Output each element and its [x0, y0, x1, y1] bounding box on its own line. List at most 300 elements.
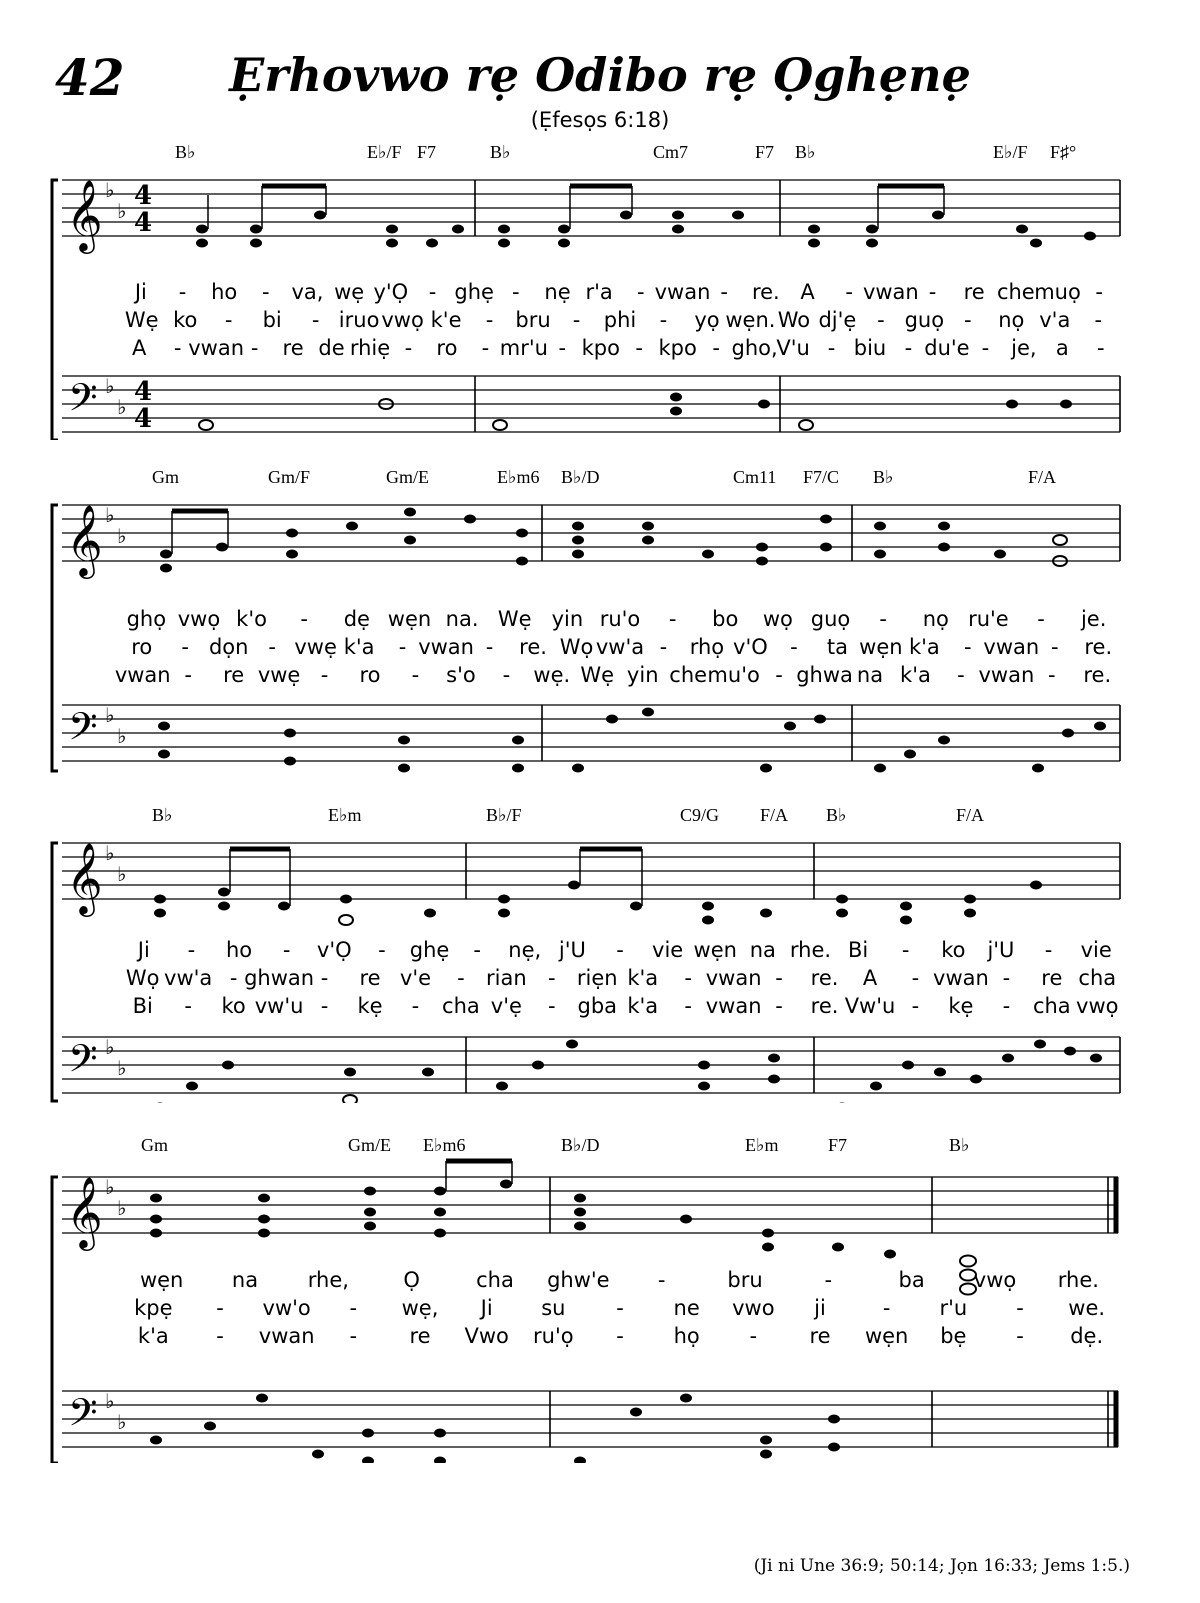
flat-icon: ♭ — [105, 1175, 115, 1199]
lyric-hyphen: - — [749, 1324, 758, 1348]
lyric-hyphen: - — [824, 1268, 833, 1292]
song-title: Ẹrhovwo rẹ Odibo rẹ Ọghẹnẹ — [229, 48, 971, 102]
lyric-syllable: na — [856, 663, 884, 687]
lyric-syllable: na — [749, 938, 776, 962]
lyric-syllable: yin — [626, 663, 659, 687]
lyric-syllable: cha — [1078, 966, 1117, 990]
lyric-syllable: V'u — [776, 336, 810, 360]
lyric-hyphen: - — [1016, 1296, 1024, 1320]
lyric-line-verse-1 — [120, 607, 1120, 633]
lyric-syllable: j'U — [987, 938, 1015, 962]
lyric-syllable: Wẹ — [124, 308, 159, 332]
lyric-hyphen: - — [411, 994, 420, 1018]
lyric-syllable: rhe. — [789, 938, 832, 962]
lyric-syllable: A — [862, 966, 878, 990]
lyric-hyphen: - — [320, 994, 329, 1018]
lyric-hyphen: - — [684, 966, 692, 990]
lyric-syllable: vwọ — [973, 1268, 1017, 1292]
lyric-hyphen: - — [398, 635, 407, 659]
lyric-syllable: nọ — [922, 607, 949, 631]
lyric-syllable: de — [318, 336, 345, 360]
bass-clef-icon: 𝄢 — [68, 704, 98, 758]
lyric-hyphen: - — [684, 994, 692, 1018]
lyric-hyphen: - — [485, 308, 494, 332]
lyric-hyphen: - — [1048, 663, 1056, 687]
lyric-syllable: muọ — [1034, 280, 1081, 304]
lyric-syllable: Ji — [137, 938, 150, 962]
chord-symbol: B♭/F — [486, 805, 522, 825]
lyric-syllable: rhiẹ — [349, 336, 391, 360]
chord-symbol: B♭ — [490, 142, 511, 162]
lyric-syllable: wẹ. — [533, 663, 571, 687]
lyric-line-verse-3 — [114, 663, 1120, 689]
lyric-syllable: vw'u — [254, 994, 304, 1018]
lyric-syllable: bru — [727, 1268, 763, 1292]
lyric-hyphen: - — [659, 308, 668, 332]
lyric-syllable: Ji — [480, 1296, 493, 1320]
lyric-hyphen: - — [216, 1324, 224, 1348]
lyric-syllable: re — [282, 336, 304, 360]
lyric-hyphen: - — [558, 336, 567, 360]
lyric-syllable: riẹn — [576, 966, 618, 990]
lyric-syllable: k'o — [236, 607, 267, 631]
lyric-syllable: cha — [1032, 994, 1071, 1018]
lyric-hyphen: - — [404, 336, 413, 360]
lyric-hyphen: - — [928, 280, 937, 304]
lyric-syllable: wẹ, — [401, 1296, 439, 1320]
lyric-syllable: Wo — [777, 308, 811, 332]
lyric-syllable: nọ — [998, 308, 1025, 332]
lyric-syllable: ko — [173, 308, 198, 332]
lyric-hyphen: - — [485, 635, 494, 659]
lyric-hyphen: - — [845, 280, 853, 304]
lyric-hyphen: - — [282, 938, 291, 962]
chord-symbol: E♭/F — [993, 142, 1028, 162]
flat-icon: ♭ — [117, 1410, 127, 1434]
lyric-syllable: ne — [673, 1296, 700, 1320]
lyric-hyphen: - — [250, 336, 259, 360]
lyric-hyphen: - — [1044, 938, 1053, 962]
lyric-hyphen: - — [1002, 994, 1011, 1018]
chord-symbol: E♭m — [745, 1135, 779, 1155]
lyric-syllable: vwẹ — [294, 635, 337, 659]
lyric-syllable: vwan — [418, 635, 474, 659]
chord-symbol: F/A — [760, 805, 789, 825]
time-signature: 4 — [134, 377, 153, 407]
lyric-syllable: v'a — [1039, 308, 1071, 332]
lyric-hyphen: - — [879, 607, 887, 631]
chord-symbol: B♭ — [949, 1135, 970, 1155]
lyric-syllable: s'o — [446, 663, 476, 687]
flat-icon: ♭ — [117, 395, 127, 419]
lyric-hyphen: - — [1016, 1324, 1024, 1348]
lyric-syllable: mr'u — [499, 336, 548, 360]
lyric-syllable: gho, — [731, 336, 778, 360]
chord-symbol: F7 — [755, 142, 775, 162]
lyric-hyphen: - — [457, 966, 465, 990]
chord-symbol: Gm/F — [268, 467, 311, 487]
lyric-line-verse-1 — [120, 938, 1120, 964]
lyric-syllable: ru'e — [968, 607, 1009, 631]
lyric-syllable: ro — [131, 635, 153, 659]
lyric-hyphen: - — [320, 663, 329, 687]
lyric-hyphen: - — [1002, 966, 1011, 990]
lyric-syllable: guọ — [904, 308, 945, 332]
lyric-syllable: k'a — [900, 663, 931, 687]
lyric-hyphen: - — [616, 1324, 624, 1348]
flat-icon: ♭ — [105, 503, 115, 527]
flat-icon: ♭ — [105, 703, 115, 727]
lyric-syllable: kẹ — [948, 994, 974, 1018]
lyric-syllable: du'e — [924, 336, 970, 360]
lyric-line-verse-3 — [120, 1324, 1120, 1350]
lyric-syllable: vwẹ — [257, 663, 301, 687]
chord-symbol: Cm7 — [653, 142, 689, 162]
chord-symbol: Gm/E — [348, 1135, 391, 1155]
system-2 — [0, 465, 1200, 765]
system-1 — [0, 140, 1200, 440]
lyric-syllable: re — [963, 280, 985, 304]
treble-notes — [154, 849, 1042, 925]
treble-staff — [62, 178, 1120, 254]
lyric-syllable: re. — [751, 280, 780, 304]
lyric-syllable: yin — [551, 607, 584, 631]
lyric-syllable: cha — [442, 994, 480, 1018]
lyric-syllable: ghọ — [126, 607, 167, 631]
lyric-syllable: kẹ — [357, 994, 383, 1018]
lyric-syllable: vwan — [705, 994, 762, 1018]
lyric-hyphen: - — [904, 336, 913, 360]
lyric-hyphen: - — [882, 1296, 891, 1320]
footer-references: (Ji ni Une 36:9; 50:14; Jọn 16:33; Jems 1:5.) — [753, 1556, 1130, 1576]
lyric-syllable: wẹn — [387, 607, 432, 631]
lyric-line-verse-2 — [120, 1296, 1120, 1322]
lyric-syllable: r'u — [939, 1296, 968, 1320]
lyric-hyphen: - — [411, 663, 420, 687]
lyric-hyphen: - — [349, 1324, 358, 1348]
flat-icon: ♭ — [105, 1389, 115, 1413]
lyric-syllable: iruo — [338, 308, 380, 332]
lyric-syllable: ghw'e — [547, 1268, 610, 1292]
lyric-syllable: mu'o — [707, 663, 760, 687]
lyric-syllable: nẹ — [544, 280, 571, 304]
flat-icon: ♭ — [117, 199, 127, 223]
lyric-hyphen: - — [659, 635, 668, 659]
lyric-hyphen: - — [1050, 635, 1059, 659]
flat-icon: ♭ — [105, 374, 115, 398]
chord-symbol: B♭/D — [561, 1135, 600, 1155]
lyric-syllable: rhe, — [307, 1268, 349, 1292]
lyric-syllable: gba — [577, 994, 618, 1018]
lyric-syllable: ro — [436, 336, 458, 360]
system-4 — [0, 1133, 1200, 1463]
lyric-hyphen: - — [311, 308, 320, 332]
scripture-reference: (Ẹfesọs 6:18) — [530, 108, 670, 132]
lyric-syllable: dẹ. — [1070, 1324, 1104, 1348]
lyric-hyphen: - — [187, 938, 196, 962]
lyric-hyphen: - — [572, 308, 581, 332]
lyric-syllable: v'Ọ — [316, 938, 352, 962]
lyric-syllable: vwan — [978, 663, 1035, 687]
lyric-hyphen: - — [775, 966, 783, 990]
lyric-syllable: re — [409, 1324, 431, 1348]
lyric-syllable: v'O — [733, 635, 768, 659]
lyric-syllable: kpo — [581, 336, 620, 360]
song-number: 42 — [55, 48, 125, 107]
chord-symbol: E♭m — [328, 805, 362, 825]
lyric-syllable: vwan — [983, 635, 1040, 659]
lyric-hyphen: - — [775, 994, 783, 1018]
lyric-syllable: phi — [603, 308, 637, 332]
lyric-hyphen: - — [957, 663, 965, 687]
lyric-syllable: ghẹ — [409, 938, 450, 962]
lyric-syllable: we. — [1068, 1296, 1106, 1320]
lyric-syllable: ko — [941, 938, 966, 962]
lyric-hyphen: - — [616, 938, 624, 962]
flat-icon: ♭ — [117, 724, 127, 748]
lyric-syllable: vwọ — [1076, 994, 1119, 1018]
treble-notes — [196, 186, 1096, 248]
flat-icon: ♭ — [117, 524, 127, 548]
lyric-hyphen: - — [964, 635, 972, 659]
lyric-syllable: bẹ — [940, 1324, 967, 1348]
lyric-syllable: bru — [515, 308, 551, 332]
lyric-syllable: họ — [673, 1324, 700, 1348]
chord-symbol: B♭/D — [561, 467, 600, 487]
lyric-syllable: re. — [1083, 663, 1112, 687]
lyric-hyphen: - — [911, 994, 920, 1018]
lyric-hyphen: - — [635, 336, 644, 360]
lyric-syllable: Bi — [132, 994, 153, 1018]
lyric-syllable: je. — [1080, 607, 1107, 631]
lyric-hyphen: - — [181, 635, 189, 659]
lyric-hyphen: - — [224, 308, 233, 332]
lyric-syllable: vwọ — [381, 308, 424, 332]
lyric-syllable: vw'o — [262, 1296, 311, 1320]
lyric-syllable: vwan — [933, 966, 989, 990]
chord-symbol: Gm/E — [386, 467, 429, 487]
lyric-syllable: ji — [814, 1296, 826, 1320]
lyric-syllable: cha — [476, 1268, 514, 1292]
lyric-syllable: bi — [262, 308, 282, 332]
lyric-line-verse-3 — [120, 336, 1120, 362]
lyric-hyphen: - — [481, 336, 490, 360]
lyric-syllable: wẹn — [859, 635, 903, 659]
system-3 — [0, 803, 1200, 1103]
lyric-hyphen: - — [178, 280, 187, 304]
lyric-syllable: ho — [211, 280, 238, 304]
treble-clef-icon: 𝄞 — [66, 841, 103, 914]
bass-staff — [62, 374, 1120, 434]
bass-notes — [199, 393, 1072, 431]
lyric-syllable: vwan — [114, 663, 171, 687]
lyric-hyphen: - — [790, 635, 798, 659]
lyric-hyphen: - — [268, 635, 276, 659]
lyric-hyphen: - — [428, 280, 437, 304]
lyric-syllable: v'ẹ — [490, 994, 522, 1018]
lyric-hyphen: - — [720, 280, 728, 304]
lyric-syllable: ru'ọ — [533, 1324, 574, 1348]
treble-notes — [160, 508, 1067, 573]
lyric-syllable: y'Ọ — [373, 280, 409, 304]
lyric-syllable: A — [800, 280, 815, 304]
bass-clef-icon: 𝄢 — [68, 1036, 98, 1090]
lyric-syllable: vwọ — [177, 607, 221, 631]
chord-symbol: B♭ — [795, 142, 816, 162]
lyric-syllable: yọ — [694, 308, 720, 332]
lyric-hyphen: - — [1095, 280, 1103, 304]
chord-symbol: B♭ — [873, 467, 894, 487]
lyric-hyphen: - — [827, 336, 836, 360]
lyric-line-verse-2 — [120, 308, 1120, 334]
chord-symbol: F7 — [417, 142, 437, 162]
lyric-hyphen: - — [1094, 308, 1103, 332]
lyric-syllable: dj'ẹ — [818, 308, 857, 332]
lyric-hyphen: - — [548, 966, 556, 990]
lyric-syllable: kpẹ — [134, 1296, 173, 1320]
chord-symbol: Gm — [152, 467, 179, 487]
lyric-syllable: ko — [221, 994, 246, 1018]
bass-notes — [150, 1394, 840, 1464]
lyric-syllable: kpo — [658, 336, 697, 360]
lyric-syllable: re. — [519, 635, 547, 659]
treble-clef-icon: 𝄞 — [66, 1175, 103, 1248]
lyric-syllable: re. — [1084, 635, 1113, 659]
lyric-hyphen: - — [378, 938, 386, 962]
flat-icon: ♭ — [105, 841, 115, 865]
chord-symbol: F/A — [956, 805, 985, 825]
lyric-line-verse-1 — [120, 280, 1120, 306]
lyric-syllable: ghẹ — [454, 280, 494, 304]
lyric-hyphen: - — [668, 607, 677, 631]
lyric-syllable: wẹn — [864, 1324, 909, 1348]
chord-symbol: F/A — [1028, 467, 1057, 487]
lyric-hyphen: - — [229, 966, 238, 990]
lyric-syllable: v'e — [399, 966, 432, 990]
bass-clef-icon: 𝄢 — [68, 375, 98, 429]
lyric-syllable: vwan — [188, 336, 245, 360]
lyric-hyphen: - — [657, 1268, 666, 1292]
lyric-syllable: nẹ, — [508, 938, 542, 962]
lyric-syllable: k'a — [627, 994, 659, 1018]
lyric-hyphen: - — [262, 280, 270, 304]
lyric-syllable: Wẹ — [497, 607, 532, 631]
flat-icon: ♭ — [117, 862, 127, 886]
chord-symbol: B♭ — [826, 805, 847, 825]
flat-icon: ♭ — [105, 1035, 115, 1059]
lyric-syllable: k'a — [627, 966, 659, 990]
lyric-hyphen: - — [473, 938, 481, 962]
flat-icon: ♭ — [117, 1196, 127, 1220]
lyric-syllable: r'a — [585, 280, 613, 304]
lyric-hyphen: - — [216, 1296, 224, 1320]
lyric-hyphen: - — [712, 336, 720, 360]
lyric-syllable: vwan — [258, 1324, 315, 1348]
lyric-syllable: k'a — [343, 635, 375, 659]
lyric-syllable: k'a — [908, 635, 940, 659]
lyric-syllable: bo — [712, 607, 739, 631]
treble-clef-icon: 𝄞 — [66, 503, 103, 576]
time-signature: 4 — [134, 208, 153, 238]
chord-symbol: E♭m6 — [423, 1135, 466, 1155]
lyric-syllable: na — [231, 1268, 259, 1292]
flat-icon: ♭ — [117, 1056, 127, 1080]
lyric-syllable: wẹn. — [725, 308, 776, 332]
chord-symbol: B♭ — [152, 805, 173, 825]
lyric-syllable: vw'a — [595, 635, 645, 659]
lyric-hyphen: - — [184, 663, 192, 687]
lyric-syllable: rhọ — [689, 635, 725, 659]
lyric-hyphen: - — [964, 308, 972, 332]
time-signature: 4 — [134, 404, 153, 434]
lyric-syllable: re — [359, 966, 381, 990]
lyric-syllable: dẹ — [343, 607, 370, 631]
lyric-syllable: re — [809, 1324, 831, 1348]
chord-symbol: Cm11 — [733, 467, 777, 487]
lyric-hyphen: - — [637, 280, 645, 304]
lyric-hyphen: - — [349, 1296, 358, 1320]
lyric-syllable: A — [132, 336, 147, 360]
lyric-hyphen: - — [877, 308, 885, 332]
lyric-syllable: na. — [445, 607, 479, 631]
lyric-syllable: dọn — [208, 635, 249, 659]
lyric-syllable: rian — [486, 966, 527, 990]
lyric-hyphen: - — [300, 607, 308, 631]
bass-notes — [158, 708, 1106, 773]
lyric-syllable: ghwan — [244, 966, 315, 990]
lyric-syllable: vwan — [654, 280, 711, 304]
lyric-syllable: ru'o — [599, 607, 641, 631]
lyric-syllable: vwan — [862, 280, 919, 304]
lyric-syllable: vw'a — [164, 966, 213, 990]
lyric-line-verse-2 — [120, 966, 1120, 992]
lyric-syllable: wọ — [762, 607, 793, 631]
lyric-hyphen: - — [1037, 607, 1045, 631]
lyric-syllable: j'U — [558, 938, 586, 962]
lyric-syllable: vwan — [705, 966, 762, 990]
lyric-syllable: va, — [291, 280, 324, 304]
lyric-line-verse-3 — [120, 994, 1120, 1020]
lyric-syllable: a — [1055, 336, 1069, 360]
lyric-syllable: Bi — [847, 938, 869, 962]
lyric-hyphen: - — [320, 966, 329, 990]
lyric-syllable: Ji — [134, 280, 147, 304]
lyric-syllable: re. — [810, 994, 839, 1018]
lyric-syllable: re. — [810, 966, 839, 990]
lyric-syllable: Vwo — [464, 1324, 509, 1348]
treble-clef-icon: 𝄞 — [66, 178, 103, 251]
lyric-line-verse-2 — [120, 635, 1120, 661]
lyric-syllable: che — [669, 663, 708, 687]
bass-clef-icon: 𝄢 — [68, 1390, 98, 1444]
lyric-syllable: su — [541, 1296, 566, 1320]
chord-symbol: B♭ — [175, 142, 196, 162]
lyric-syllable: wẹn — [139, 1268, 184, 1292]
lyric-hyphen: - — [548, 994, 556, 1018]
lyric-hyphen: - — [901, 938, 910, 962]
lyric-syllable: k'e — [430, 308, 462, 332]
lyric-syllable: vie — [652, 938, 684, 962]
lyric-hyphen: - — [173, 336, 182, 360]
chord-symbol: F♯° — [1050, 142, 1077, 162]
lyric-hyphen: - — [184, 994, 192, 1018]
lyric-syllable: guọ — [810, 607, 851, 631]
chord-symbol: E♭/F — [367, 142, 402, 162]
lyric-hyphen: - — [616, 1296, 624, 1320]
lyric-hyphen: - — [502, 663, 511, 687]
lyric-hyphen: - — [911, 966, 920, 990]
lyric-syllable: wẹ — [334, 280, 365, 304]
